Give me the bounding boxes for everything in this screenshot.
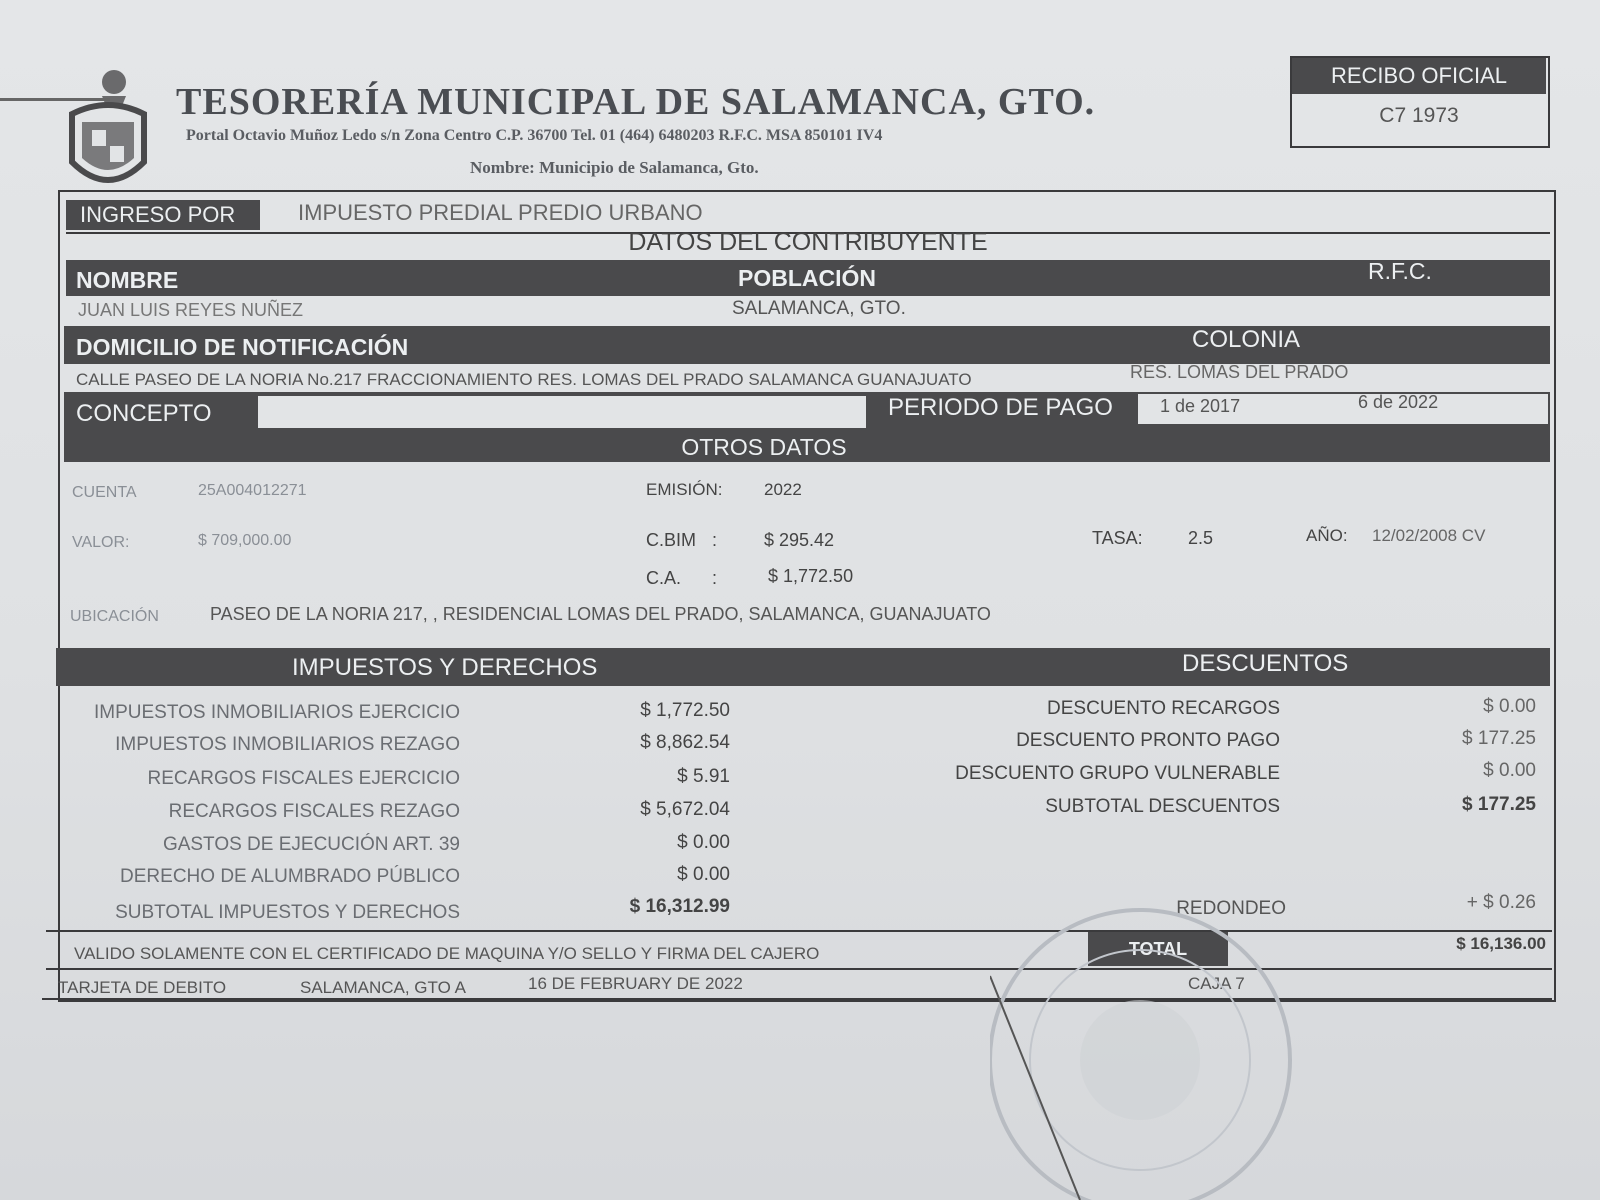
impuesto-label-4: GASTOS DE EJECUCIÓN ART. 39 bbox=[162, 834, 460, 855]
header-nombre: Nombre: Municipio de Salamanca, Gto. bbox=[470, 158, 759, 177]
descuento-amount-1: $ 177.25 bbox=[1462, 728, 1536, 749]
impuesto-amount-3: $ 5,672.04 bbox=[640, 799, 730, 820]
descuento-amount-0: $ 0.00 bbox=[1483, 696, 1536, 717]
total-value: $ 16,136.00 bbox=[1456, 934, 1546, 953]
ingreso-value: IMPUESTO PREDIAL PREDIO URBANO bbox=[298, 200, 703, 225]
total-label: TOTAL bbox=[1088, 932, 1228, 966]
nombre-value: JUAN LUIS REYES NUÑEZ bbox=[78, 300, 304, 320]
valor-value: $ 709,000.00 bbox=[198, 532, 292, 549]
descuento-label-2: DESCUENTO GRUPO VULNERABLE bbox=[955, 763, 1280, 784]
ubicacion-label: UBICACIÓN bbox=[70, 608, 159, 625]
impuesto-label-0: IMPUESTOS INMOBILIARIOS EJERCICIO bbox=[94, 702, 460, 723]
redondeo-value: + $ 0.26 bbox=[1466, 892, 1536, 913]
impuestos-title: IMPUESTOS Y DERECHOS bbox=[292, 654, 598, 681]
poblacion-value: SALAMANCA, GTO. bbox=[732, 298, 906, 319]
impuesto-label-2: RECARGOS FISCALES EJERCICIO bbox=[147, 768, 460, 789]
ubicacion-value: PASEO DE LA NORIA 217, , RESIDENCIAL LOMAS DEL PRADO, SALAMANCA, GUANAJUATO bbox=[210, 604, 991, 624]
ca-sep: : bbox=[712, 568, 718, 588]
ca-label: C.A. bbox=[646, 568, 682, 588]
periodo-label: PERIODO DE PAGO bbox=[888, 394, 1113, 421]
validez-text: VALIDO SOLAMENTE CON EL CERTIFICADO DE MAQUINA Y/O SELLO Y FIRMA DEL CAJERO bbox=[74, 944, 820, 963]
nombre-label: NOMBRE bbox=[76, 267, 179, 293]
header-title: TESORERÍA MUNICIPAL DE SALAMANCA, GTO. bbox=[176, 81, 1096, 123]
domicilio-value: CALLE PASEO DE LA NORIA No.217 FRACCIONAMIENTO RES. LOMAS DEL PRADO SALAMANCA GUANAJUATO bbox=[76, 370, 972, 389]
logo-line bbox=[0, 98, 110, 101]
ca-value: $ 1,772.50 bbox=[768, 566, 854, 586]
colonia-value: RES. LOMAS DEL PRADO bbox=[1130, 362, 1349, 382]
divider bbox=[42, 998, 1552, 1000]
fecha: 16 DE FEBRUARY DE 2022 bbox=[528, 974, 743, 993]
divider bbox=[46, 930, 1552, 932]
forma-pago: TARJETA DE DEBITO bbox=[58, 978, 227, 997]
cuenta-value: 25A004012271 bbox=[198, 482, 307, 499]
valor-label: VALOR: bbox=[72, 534, 130, 551]
periodo-hasta: 6 de 2022 bbox=[1358, 392, 1439, 412]
emision-label: EMISIÓN: bbox=[646, 480, 723, 499]
descuentos-subtotal: $ 177.25 bbox=[1462, 794, 1536, 815]
descuentos-subtotal-label: SUBTOTAL DESCUENTOS bbox=[1045, 796, 1280, 817]
header-address: Portal Octavio Muñoz Ledo s/n Zona Centro C.P. 36700 Tel. 01 (464) 6480203 R.F.C. MSA 850101 IV4 bbox=[186, 127, 883, 144]
contribuyente-title: DATOS DEL CONTRIBUYENTE bbox=[628, 228, 988, 256]
impuestos-subtotal-label: SUBTOTAL IMPUESTOS Y DERECHOS bbox=[115, 902, 460, 923]
poblacion-label: POBLACIÓN bbox=[738, 265, 876, 291]
concepto-label: CONCEPTO bbox=[76, 400, 212, 427]
receipt-number: C7 1973 bbox=[1379, 104, 1459, 127]
ingreso-label: INGRESO POR bbox=[66, 200, 260, 230]
receipt-label: RECIBO OFICIAL bbox=[1292, 58, 1546, 94]
impuesto-amount-1: $ 8,862.54 bbox=[640, 732, 730, 753]
impuesto-amount-2: $ 5.91 bbox=[677, 766, 730, 787]
rfc-label: R.F.C. bbox=[1368, 258, 1432, 284]
colonia-label: COLONIA bbox=[1192, 326, 1301, 353]
impuesto-label-3: RECARGOS FISCALES REZAGO bbox=[168, 801, 460, 822]
concepto-field bbox=[258, 396, 866, 428]
otros-title: OTROS DATOS bbox=[681, 434, 847, 460]
descuento-amount-2: $ 0.00 bbox=[1483, 760, 1536, 781]
redondeo-label: REDONDEO bbox=[1176, 898, 1286, 919]
caja: CAJA 7 bbox=[1188, 974, 1245, 993]
impuesto-amount-4: $ 0.00 bbox=[677, 832, 730, 853]
descuentos-title: DESCUENTOS bbox=[1182, 650, 1349, 677]
impuesto-amount-0: $ 1,772.50 bbox=[640, 700, 730, 721]
periodo-desde: 1 de 2017 bbox=[1160, 396, 1241, 416]
tasa-label: TASA: bbox=[1092, 528, 1143, 548]
anio-value: 12/02/2008 CV bbox=[1372, 526, 1486, 545]
emision-value: 2022 bbox=[764, 480, 802, 499]
descuento-label-0: DESCUENTO RECARGOS bbox=[1047, 698, 1280, 719]
impuesto-label-5: DERECHO DE ALUMBRADO PÚBLICO bbox=[120, 866, 460, 887]
cbim-sep: : bbox=[712, 530, 718, 550]
impuesto-amount-5: $ 0.00 bbox=[677, 864, 730, 885]
divider bbox=[46, 968, 1552, 970]
cuenta-label: CUENTA bbox=[72, 484, 137, 501]
impuestos-subtotal: $ 16,312.99 bbox=[629, 896, 730, 917]
lugar: SALAMANCA, GTO A bbox=[300, 978, 466, 997]
impuesto-label-1: IMPUESTOS INMOBILIARIOS REZAGO bbox=[115, 734, 460, 755]
coat-of-arms-logo bbox=[62, 66, 154, 198]
domicilio-label: DOMICILIO DE NOTIFICACIÓN bbox=[76, 334, 409, 360]
anio-label: AÑO: bbox=[1306, 526, 1348, 545]
official-seal-stamp bbox=[990, 900, 1320, 1200]
descuento-label-1: DESCUENTO PRONTO PAGO bbox=[1016, 730, 1280, 751]
cbim-label: C.BIM bbox=[646, 530, 697, 550]
cbim-value: $ 295.42 bbox=[764, 530, 835, 550]
tasa-value: 2.5 bbox=[1188, 528, 1214, 548]
